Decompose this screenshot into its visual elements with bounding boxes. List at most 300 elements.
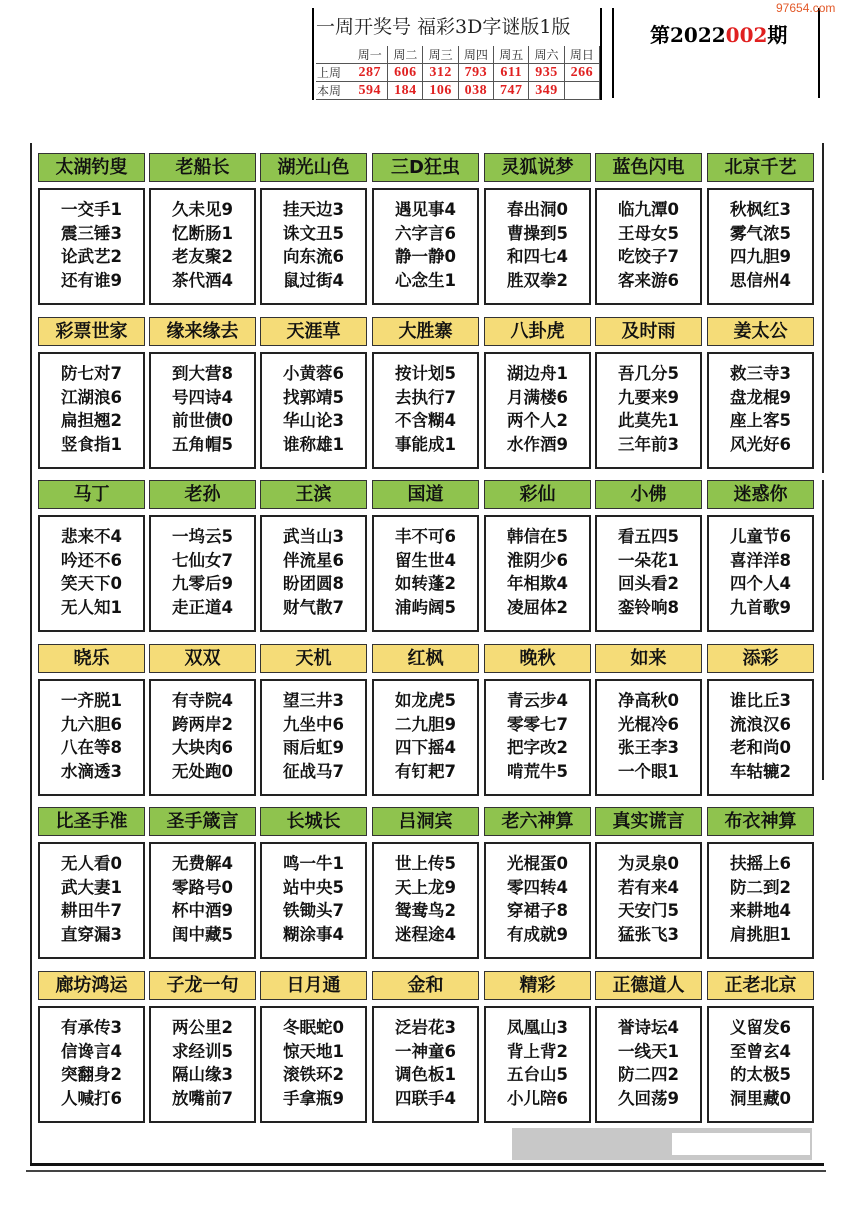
riddle-line: 老友聚2 — [172, 247, 233, 266]
riddle-card-title: 廊坊鸿运 — [38, 971, 145, 1000]
riddle-card-body — [372, 188, 479, 305]
riddle-line: 防七对7 — [61, 364, 122, 383]
riddle-card — [595, 480, 702, 632]
riddle-card — [149, 807, 256, 959]
day-header: 周日 — [564, 46, 599, 64]
draw-number — [564, 82, 599, 100]
riddle-line: 回头看2 — [618, 574, 679, 593]
riddle-line: 一线天1 — [618, 1041, 679, 1061]
riddle-card-body — [707, 679, 814, 796]
riddle-card-title: 彩仙 — [484, 480, 591, 509]
riddle-line: 隔山缘3 — [172, 1065, 233, 1084]
riddle-card-body — [372, 679, 479, 796]
riddle-card — [707, 971, 814, 1123]
riddle-line: 江湖浪6 — [61, 387, 122, 407]
frame-bottom-border — [26, 1170, 826, 1172]
riddle-line: 誉诗坛4 — [618, 1018, 679, 1037]
riddle-line: 猛张飞3 — [618, 924, 679, 944]
riddle-line: 雾气浓5 — [730, 223, 791, 243]
riddle-line: 春出洞0 — [507, 200, 568, 219]
riddle-line: 两公里2 — [172, 1018, 233, 1037]
riddle-card-title: 小佛 — [595, 480, 702, 509]
riddle-card-body — [707, 842, 814, 959]
riddle-card-title: 正老北京 — [707, 971, 814, 1000]
riddle-card — [149, 153, 256, 305]
riddle-card-title: 如来 — [595, 644, 702, 673]
riddle-line: 两个人2 — [507, 411, 568, 430]
riddle-line: 秋枫红3 — [730, 200, 791, 219]
riddle-line: 突翻身2 — [61, 1065, 122, 1084]
riddle-card-body — [484, 352, 591, 469]
riddle-line: 若有来4 — [618, 877, 679, 897]
riddle-card-body — [484, 515, 591, 632]
riddle-card — [260, 480, 367, 632]
riddle-row — [38, 480, 815, 632]
riddle-line: 求经训5 — [172, 1041, 233, 1061]
riddle-line: 防二四2 — [618, 1065, 679, 1084]
riddle-line: 谁称雄1 — [283, 434, 344, 454]
riddle-line: 吃饺子7 — [618, 247, 679, 266]
riddle-card-body — [260, 352, 367, 469]
day-header: 周四 — [458, 46, 493, 64]
riddle-card-body — [38, 842, 145, 959]
riddle-card-title: 布衣神算 — [707, 807, 814, 836]
riddle-card-title: 老船长 — [149, 153, 256, 182]
riddle-card-title: 金和 — [372, 971, 479, 1000]
riddle-card — [372, 153, 479, 305]
riddle-card — [38, 480, 145, 632]
day-header: 周二 — [388, 46, 423, 64]
riddle-card-body — [372, 515, 479, 632]
riddle-line: 丰不可6 — [395, 527, 456, 546]
riddle-card-body — [595, 515, 702, 632]
draw-number: 184 — [388, 82, 423, 100]
riddle-line: 防二到2 — [730, 877, 791, 897]
riddle-line: 一朵花1 — [618, 550, 679, 570]
issue-number: 002 — [725, 23, 768, 47]
riddle-line: 久未见9 — [172, 200, 233, 219]
riddle-card-body — [260, 188, 367, 305]
riddle-card — [707, 153, 814, 305]
riddle-card-title: 姜太公 — [707, 317, 814, 346]
riddle-line: 跨两岸2 — [172, 714, 233, 734]
riddle-card-body — [38, 188, 145, 305]
riddle-card — [38, 807, 145, 959]
riddle-line: 来耕地4 — [730, 901, 791, 920]
site-watermark: 97654.com — [776, 1, 836, 15]
riddle-card — [595, 644, 702, 796]
riddle-card-body — [372, 352, 479, 469]
riddle-line: 一个眼1 — [618, 761, 679, 781]
riddle-row — [38, 807, 815, 959]
riddle-line: 看五四5 — [618, 527, 679, 546]
riddle-card — [260, 971, 367, 1123]
riddle-line: 遇见事4 — [395, 200, 456, 219]
riddle-line: 雨后虹9 — [283, 738, 344, 757]
riddle-card-body — [484, 1006, 591, 1123]
riddle-line: 为灵泉0 — [618, 854, 679, 873]
day-header: 周三 — [423, 46, 458, 64]
riddle-card-body — [149, 842, 256, 959]
riddle-line: 老和尚0 — [730, 738, 791, 757]
riddle-card-title: 北京千艺 — [707, 153, 814, 182]
riddle-card — [484, 971, 591, 1123]
day-header: 周六 — [529, 46, 564, 64]
riddle-card — [484, 807, 591, 959]
riddle-card-title: 迷惑你 — [707, 480, 814, 509]
riddle-card-body — [149, 1006, 256, 1123]
frame-bottom-border — [30, 1163, 824, 1166]
riddle-card-title: 八卦虎 — [484, 317, 591, 346]
riddle-card-body — [38, 1006, 145, 1123]
riddle-card-title: 长城长 — [260, 807, 367, 836]
riddle-card-body — [260, 515, 367, 632]
riddle-line: 无处跑0 — [172, 761, 233, 781]
riddle-line: 救三寺3 — [730, 364, 791, 383]
riddle-card-title: 子龙一句 — [149, 971, 256, 1000]
riddle-card-body — [484, 679, 591, 796]
riddle-line: 光棍冷6 — [618, 714, 679, 734]
riddle-line: 到大营8 — [172, 364, 233, 383]
riddle-card-body — [707, 188, 814, 305]
riddle-card-title: 老六神算 — [484, 807, 591, 836]
riddle-line: 四九胆9 — [730, 247, 791, 266]
riddle-card-title: 圣手箴言 — [149, 807, 256, 836]
riddle-line: 六字言6 — [395, 223, 456, 243]
riddle-line: 和四七4 — [507, 247, 568, 266]
riddle-card-title: 湖光山色 — [260, 153, 367, 182]
riddle-line: 糊涂事4 — [283, 924, 344, 944]
riddle-card — [707, 480, 814, 632]
riddle-line: 九六胆6 — [61, 714, 122, 734]
riddle-card-title: 及时雨 — [595, 317, 702, 346]
riddle-line: 挂天边3 — [283, 200, 344, 219]
riddle-line: 曹操到5 — [507, 223, 568, 243]
riddle-line: 三年前3 — [618, 434, 679, 454]
riddle-line: 望三井3 — [283, 691, 344, 710]
riddle-line: 月满楼6 — [507, 387, 568, 407]
riddle-line: 五台山5 — [507, 1065, 568, 1084]
riddle-line: 客来游6 — [618, 270, 679, 290]
riddle-line: 谁比丘3 — [730, 691, 791, 710]
riddle-line: 惊天地1 — [283, 1041, 344, 1061]
riddle-line: 诛文丑5 — [283, 223, 344, 243]
riddle-card — [260, 644, 367, 796]
riddle-card-title: 天机 — [260, 644, 367, 673]
riddle-line: 浦屿阔5 — [395, 597, 456, 617]
riddle-line: 无费解4 — [172, 854, 233, 873]
riddle-line: 湖边舟1 — [507, 364, 568, 383]
riddle-line: 净高秋0 — [618, 691, 679, 710]
riddle-line: 四个人4 — [730, 574, 791, 593]
riddle-card — [260, 807, 367, 959]
riddle-line: 把字改2 — [507, 738, 568, 757]
riddle-line: 流浪汉6 — [730, 714, 791, 734]
riddle-card-title: 国道 — [372, 480, 479, 509]
riddle-line: 直穿漏3 — [61, 924, 122, 944]
draw-number: 349 — [529, 82, 564, 100]
riddle-line: 静一静0 — [395, 247, 456, 266]
riddle-line: 啃荒牛5 — [507, 761, 568, 781]
riddle-card-title: 天涯草 — [260, 317, 367, 346]
riddle-line: 年相欺4 — [507, 574, 568, 593]
riddle-card — [372, 971, 479, 1123]
riddle-card — [38, 971, 145, 1123]
riddle-line: 四联手4 — [395, 1088, 456, 1108]
riddle-line: 泛岩花3 — [395, 1018, 456, 1037]
riddle-line: 号四诗4 — [172, 387, 233, 407]
riddle-line: 无人看0 — [61, 854, 122, 873]
riddle-card-body — [707, 515, 814, 632]
riddle-line: 事能成1 — [395, 434, 456, 454]
riddle-card — [707, 644, 814, 796]
riddle-card — [38, 644, 145, 796]
this-week-label: 本周 — [316, 82, 352, 100]
riddle-line: 茶代酒4 — [172, 270, 233, 290]
riddle-line: 光棍蛋0 — [507, 854, 568, 873]
riddle-line: 淮阴少6 — [507, 550, 568, 570]
riddle-line: 风光好6 — [730, 434, 791, 454]
draw-results-table — [316, 46, 600, 100]
riddle-line: 震三锤3 — [61, 223, 122, 243]
riddle-row — [38, 153, 815, 305]
riddle-line: 銮铃响8 — [618, 597, 679, 617]
riddle-line: 信谗言4 — [61, 1041, 122, 1061]
riddle-card-title: 红枫 — [372, 644, 479, 673]
riddle-line: 笑天下0 — [61, 574, 122, 593]
riddle-card-body — [484, 188, 591, 305]
riddle-card — [595, 807, 702, 959]
riddle-card — [372, 644, 479, 796]
riddle-line: 忆断肠1 — [172, 223, 233, 243]
draw-number: 038 — [458, 82, 493, 100]
riddle-line: 去执行7 — [395, 387, 456, 407]
riddle-card-body — [372, 842, 479, 959]
riddle-line: 大块肉6 — [172, 738, 233, 757]
riddle-line: 武当山3 — [283, 527, 344, 546]
draw-number: 266 — [564, 64, 599, 82]
riddle-line: 扁担翘2 — [61, 411, 122, 430]
riddle-line: 一神童6 — [395, 1041, 456, 1061]
riddle-line: 有成就9 — [507, 924, 568, 944]
riddle-line: 如转蓬2 — [395, 574, 456, 593]
riddle-card-body — [595, 842, 702, 959]
last-week-row — [316, 64, 600, 82]
riddle-card — [149, 644, 256, 796]
riddle-line: 前世债0 — [172, 411, 233, 430]
riddle-line: 洞里藏0 — [730, 1088, 791, 1108]
riddle-line: 武大妻1 — [61, 877, 122, 897]
riddle-card-title: 蓝色闪电 — [595, 153, 702, 182]
this-week-row — [316, 82, 600, 100]
riddle-line: 扶摇上6 — [730, 854, 791, 873]
riddle-line: 不含糊4 — [395, 411, 456, 430]
riddle-line: 滚铁环2 — [283, 1065, 344, 1084]
riddle-line: 盘龙棍9 — [730, 387, 791, 407]
riddle-line: 论武艺2 — [61, 247, 122, 266]
draw-number: 793 — [458, 64, 493, 82]
riddle-card — [484, 480, 591, 632]
riddle-card — [595, 153, 702, 305]
riddle-line: 无人知1 — [61, 597, 122, 617]
riddle-card-title: 正德道人 — [595, 971, 702, 1000]
riddle-line: 座上客5 — [730, 411, 791, 430]
riddle-line: 五角帽5 — [172, 434, 233, 454]
draw-number: 747 — [494, 82, 529, 100]
riddle-line: 按计划5 — [395, 364, 456, 383]
draw-number: 935 — [529, 64, 564, 82]
riddle-row — [38, 971, 815, 1123]
riddle-line: 走正道4 — [172, 597, 233, 617]
riddle-line: 零零七7 — [507, 714, 568, 734]
riddle-card-title: 晓乐 — [38, 644, 145, 673]
draw-number: 611 — [494, 64, 529, 82]
riddle-line: 王母女5 — [618, 223, 679, 243]
riddle-card — [372, 807, 479, 959]
frame-right-border — [822, 143, 824, 473]
riddle-card-body — [595, 1006, 702, 1123]
riddle-line: 零路号0 — [172, 877, 233, 897]
riddle-card-title: 马丁 — [38, 480, 145, 509]
riddle-line: 久回荡9 — [618, 1088, 679, 1108]
riddle-line: 铁锄头7 — [283, 901, 344, 920]
riddle-line: 吟还不6 — [61, 550, 122, 570]
riddle-card-title: 晚秋 — [484, 644, 591, 673]
riddle-line: 竖食指1 — [61, 434, 122, 454]
riddle-card-body — [484, 842, 591, 959]
riddle-line: 小儿陪6 — [507, 1088, 568, 1108]
riddle-line: 零四转4 — [507, 877, 568, 897]
frame-left-border — [30, 143, 32, 1166]
riddle-card — [484, 317, 591, 469]
riddle-line: 如龙虎5 — [395, 691, 456, 710]
riddle-line: 七仙女7 — [172, 550, 233, 570]
riddle-card — [149, 480, 256, 632]
riddle-card — [149, 317, 256, 469]
riddle-card-title: 精彩 — [484, 971, 591, 1000]
issue-label: 第2022002期 — [650, 23, 788, 47]
riddle-card — [260, 317, 367, 469]
riddle-line: 一交手1 — [61, 200, 122, 219]
riddle-card-body — [595, 188, 702, 305]
riddle-card — [38, 317, 145, 469]
riddle-line: 鸳鸯鸟2 — [395, 901, 456, 920]
riddle-line: 四下摇4 — [395, 738, 456, 757]
day-header: 周五 — [494, 46, 529, 64]
riddle-card-title: 王滨 — [260, 480, 367, 509]
riddle-line: 九坐中6 — [283, 714, 344, 734]
riddle-line: 鼠过街4 — [283, 270, 344, 290]
riddle-card-body — [372, 1006, 479, 1123]
page-title: 一周开奖号 福彩3D字谜版1版 — [316, 16, 571, 38]
riddle-line: 悲来不4 — [61, 527, 122, 546]
riddle-line: 的太极5 — [730, 1065, 791, 1084]
riddle-line: 向东流6 — [283, 247, 344, 266]
riddle-line: 世上传5 — [395, 854, 456, 873]
riddle-line: 手拿瓶9 — [283, 1088, 344, 1108]
draw-number: 287 — [352, 64, 387, 82]
riddle-line: 迷程途4 — [395, 924, 456, 944]
riddle-card-body — [707, 352, 814, 469]
riddle-card — [38, 153, 145, 305]
riddle-card-title: 太湖钓叟 — [38, 153, 145, 182]
riddle-line: 九要来9 — [618, 387, 679, 407]
draw-results-panel — [312, 8, 602, 100]
riddle-line: 冬眠蛇0 — [283, 1018, 344, 1037]
riddle-line: 闺中藏5 — [172, 924, 233, 944]
riddle-card — [260, 153, 367, 305]
riddle-line: 背上背2 — [507, 1041, 568, 1061]
riddle-card-title: 老孙 — [149, 480, 256, 509]
riddle-line: 找郭靖5 — [283, 387, 344, 407]
riddle-line: 九零后9 — [172, 574, 233, 593]
riddle-card — [707, 807, 814, 959]
riddle-card-body — [38, 679, 145, 796]
frame-right-border — [822, 480, 824, 780]
riddle-card — [595, 317, 702, 469]
riddle-line: 喜洋洋8 — [730, 550, 791, 570]
riddle-line: 八在等8 — [61, 738, 122, 757]
day-header: 周一 — [352, 46, 387, 64]
riddle-card-title: 缘来缘去 — [149, 317, 256, 346]
riddle-line: 韩信在5 — [507, 527, 568, 546]
issue-panel — [612, 8, 820, 98]
draw-number: 594 — [352, 82, 387, 100]
riddle-line: 耕田牛7 — [61, 901, 122, 920]
riddle-card-body — [707, 1006, 814, 1123]
riddle-line: 天安门5 — [618, 901, 679, 920]
riddle-line: 一齐脱1 — [61, 691, 122, 710]
riddle-card-title: 彩票世家 — [38, 317, 145, 346]
riddle-card-body — [595, 679, 702, 796]
riddle-line: 调色板1 — [395, 1065, 456, 1084]
riddle-line: 鸣一牛1 — [283, 854, 344, 873]
riddle-line: 九首歌9 — [730, 597, 791, 617]
riddle-line: 有寺院4 — [172, 691, 233, 710]
riddle-card-title: 日月通 — [260, 971, 367, 1000]
riddle-row — [38, 317, 815, 469]
riddle-card-title: 三D狂虫 — [372, 153, 479, 182]
riddle-row — [38, 644, 815, 796]
riddle-card-body — [260, 842, 367, 959]
riddle-card-title: 双双 — [149, 644, 256, 673]
riddle-line: 放嘴前7 — [172, 1088, 233, 1108]
riddle-line: 盼团圆8 — [283, 574, 344, 593]
riddle-card — [372, 317, 479, 469]
riddle-card-body — [149, 679, 256, 796]
riddle-line: 小黄蓉6 — [283, 364, 344, 383]
riddle-line: 心念生1 — [395, 270, 456, 290]
riddle-card-body — [38, 352, 145, 469]
riddle-line: 肩挑胆1 — [730, 924, 791, 944]
draw-number: 606 — [388, 64, 423, 82]
riddle-line: 穿裙子8 — [507, 901, 568, 920]
riddle-line: 留生世4 — [395, 550, 456, 570]
draw-number: 312 — [423, 64, 458, 82]
riddle-line: 水作酒9 — [507, 434, 568, 454]
riddle-line: 还有谁9 — [61, 270, 122, 290]
riddle-line: 青云步4 — [507, 691, 568, 710]
riddle-card-title: 比圣手准 — [38, 807, 145, 836]
riddle-card-title: 大胜寨 — [372, 317, 479, 346]
riddle-line: 有钉耙7 — [395, 761, 456, 781]
riddle-card — [484, 644, 591, 796]
riddle-line: 二九胆9 — [395, 714, 456, 734]
riddle-line: 吾几分5 — [618, 364, 679, 383]
riddle-line: 杯中酒9 — [172, 901, 233, 920]
riddle-line: 张王李3 — [618, 738, 679, 757]
riddle-line: 华山论3 — [283, 411, 344, 430]
